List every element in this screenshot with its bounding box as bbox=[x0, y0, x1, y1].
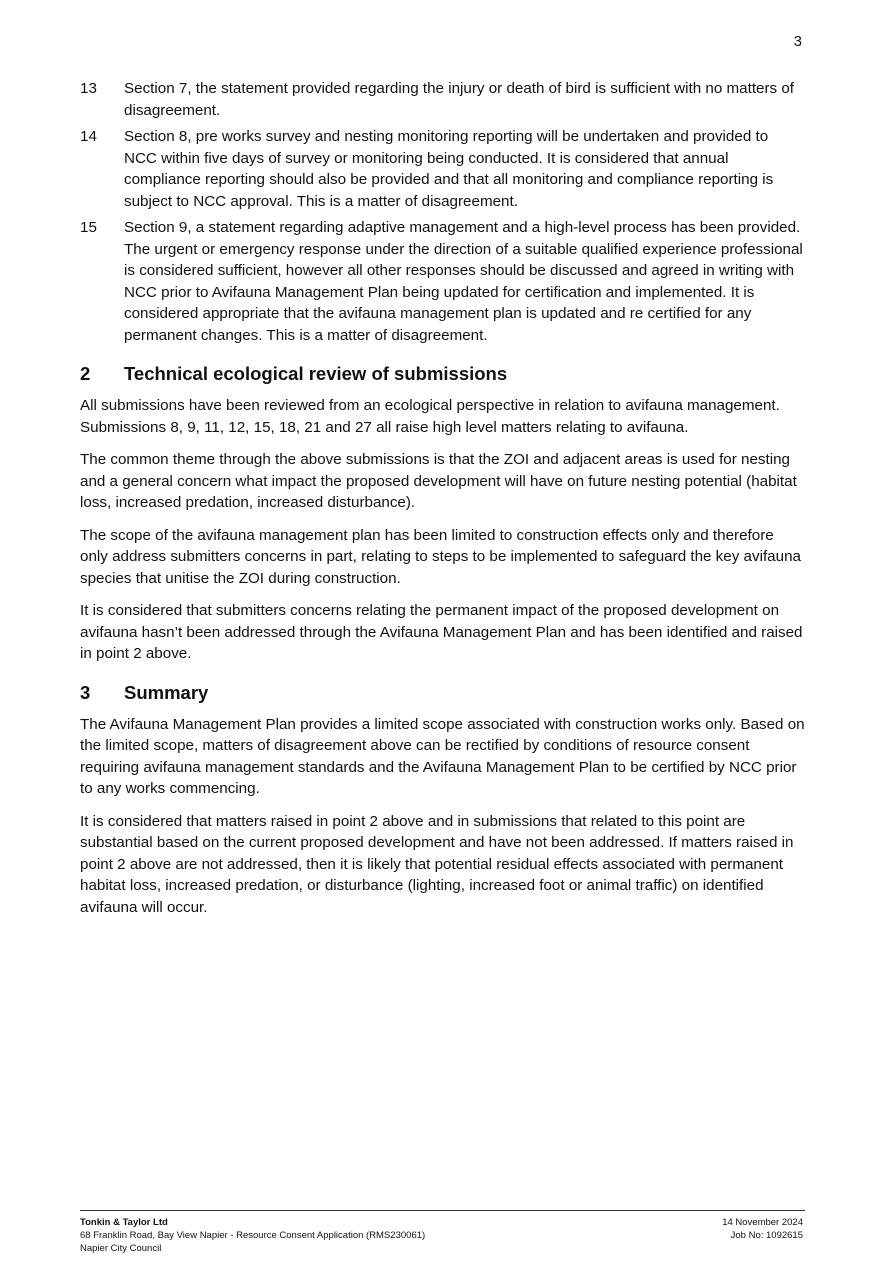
footer-right bbox=[722, 1216, 803, 1242]
section-3-paragraph: It is considered that matters raised in point 2 above and in submissions that related to this point are substantial based on the current proposed development and have not been addressed. If matters raised in point 2 above are not addressed, then it is likely that potential residual effects associated with permanent habitat loss, increased predation, or disturbance (lighting, increased foot or animal traffic) on identified avifauna will occur. bbox=[80, 812, 794, 916]
numbered-item-13 bbox=[80, 78, 805, 121]
section-title: Technical ecological review of submissions bbox=[124, 363, 508, 384]
footer-client: Napier City Council bbox=[80, 1243, 162, 1254]
footer-date: 14 November 2024 bbox=[722, 1217, 803, 1228]
section-2-heading bbox=[80, 362, 805, 386]
section-3-heading bbox=[80, 681, 805, 705]
item-text: Section 8, pre works survey and nesting monitoring reporting will be undertaken and provided to NCC within five days of survey or monitoring being conducted. It is considered that annual compliance reporting should also be provided and that all monitoring and compliance reporting is subject to NCC approval. This is a matter of disagreement. bbox=[124, 128, 774, 210]
page-number: 3 bbox=[793, 33, 802, 50]
document-body bbox=[80, 78, 805, 929]
section-2-paragraph: All submissions have been reviewed from an ecological perspective in relation to avifauna management. Submissions 8, 9, 11, 12, 15, 18, 21 and 27 all raise high level matters relating to avifauna. bbox=[80, 397, 780, 436]
section-3-paragraph: The Avifauna Management Plan provides a limited scope associated with construction works only. Based on the limited scope, matters of disagreement above can be rectified by conditions of resource consent requiring avifauna management standards and the Avifauna Management Plan to be certified by NCC prior to any works commencing. bbox=[80, 715, 805, 797]
footer-left bbox=[80, 1216, 425, 1255]
item-text: Section 9, a statement regarding adaptive management and a high-level process has been provided. The urgent or emergency response under the direction of a suitable qualified experience professional is considered sufficient, however all other responses should be discussed and agreed in writing with NCC prior to Avifauna Management Plan being updated for certification and implemented. It is considered appropriate that the avifauna management plan is updated and re certified for any permanent changes. This is a matter of disagreement. bbox=[124, 219, 803, 344]
item-number: 14 bbox=[80, 128, 97, 145]
section-2-paragraph: The common theme through the above submissions is that the ZOI and adjacent areas is used for nesting and a general concern what impact the proposed development will have on future nesting potential (habitat loss, increased predation, increased disturbance). bbox=[80, 451, 797, 511]
footer-divider bbox=[80, 1210, 805, 1211]
item-number: 13 bbox=[80, 80, 97, 97]
section-2-paragraph: It is considered that submitters concerns relating the permanent impact of the proposed development on avifauna hasn’t been addressed through the Avifauna Management Plan and has been identified and raised in point 2 above. bbox=[80, 602, 803, 662]
section-2-paragraph: The scope of the avifauna management plan has been limited to construction effects only and therefore only address submitters concerns in part, relating to steps to be implemented to safeguard the key avifauna species that unitise the ZOI during construction. bbox=[80, 526, 801, 587]
footer-job-number: Job No: 1092615 bbox=[730, 1230, 803, 1241]
item-text: Section 7, the statement provided regarding the injury or death of bird is sufficient with no matters of disagreement. bbox=[124, 80, 795, 119]
numbered-item-14 bbox=[80, 126, 805, 212]
numbered-item-15 bbox=[80, 217, 805, 346]
section-number: 2 bbox=[80, 363, 91, 384]
section-title: Summary bbox=[124, 681, 209, 703]
footer-project: 68 Franklin Road, Bay View Napier - Resource Consent Application (RMS230061) bbox=[80, 1230, 426, 1241]
section-number: 3 bbox=[80, 681, 91, 703]
footer-company: Tonkin & Taylor Ltd bbox=[80, 1217, 168, 1228]
item-number: 15 bbox=[80, 219, 97, 236]
